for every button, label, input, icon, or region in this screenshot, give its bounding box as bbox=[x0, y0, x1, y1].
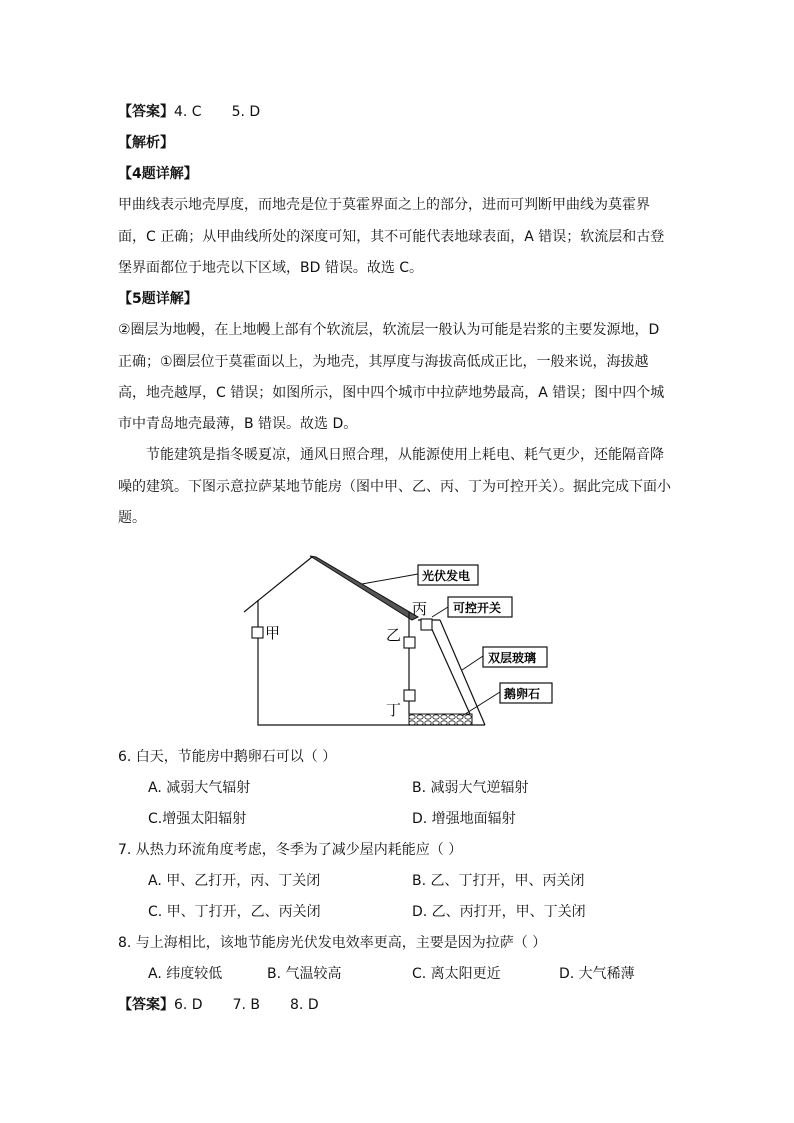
answer-line-1 bbox=[118, 102, 260, 122]
q5-line-4: 市中青岛地壳最薄，B 错误。故选 D。 bbox=[118, 416, 358, 432]
q6-stem: 6. 白天，节能房中鹅卵石可以（ ） bbox=[118, 749, 337, 765]
q4-line-2: 面，C 正确；从甲曲线所处的深度可知，其不可能代表地球表面，A 错误；软流层和古登 bbox=[118, 229, 665, 245]
q6-option-a: A. 减弱大气辐射 bbox=[148, 780, 251, 796]
q7-option-d: D. 乙、丙打开，甲、丁关闭 bbox=[412, 904, 586, 920]
intro-line-1: 节能建筑是指冬暖夏凉，通风日照合理，从能源使用上耗电、耗气更少，还能隔音降 bbox=[146, 447, 664, 463]
q8-option-c: C. 离太阳更近 bbox=[412, 966, 501, 982]
answer-tag: 【答案】 bbox=[118, 104, 174, 120]
solar-panel bbox=[310, 556, 418, 620]
q8-option-a: A. 纬度较低 bbox=[148, 966, 223, 982]
q7-option-c: C. 甲、丁打开，乙、丙关闭 bbox=[148, 904, 321, 920]
leader-glass bbox=[462, 656, 483, 670]
q4-line-3: 堡界面都位于地壳以下区域，BD 错误。故选 C。 bbox=[118, 260, 424, 276]
answer-4: 4. C bbox=[174, 104, 202, 120]
glass-outer bbox=[440, 620, 485, 725]
q8-stem: 8. 与上海相比，该地节能房光伏发电效率更高，主要是因为拉萨（ ） bbox=[118, 935, 547, 951]
leader-solar bbox=[362, 574, 418, 584]
q8-option-b: B. 气温较高 bbox=[267, 966, 342, 982]
callout-pebble: 鹅卵石 bbox=[504, 687, 541, 701]
callout-solar: 光伏发电 bbox=[422, 569, 471, 583]
label-yi: 乙 bbox=[386, 626, 402, 644]
switch-yi bbox=[404, 637, 415, 648]
q7-stem: 7. 从热力环流角度考虑，冬季为了减少屋内耗能应（ ） bbox=[118, 842, 463, 858]
glass-inner bbox=[430, 625, 470, 714]
switch-ding bbox=[404, 690, 415, 701]
q7-option-a: A. 甲、乙打开，丙、丁关闭 bbox=[148, 873, 321, 889]
callout-switch: 可控开关 bbox=[453, 601, 502, 615]
answer-tag-2: 【答案】 bbox=[118, 997, 174, 1013]
leader-switch bbox=[432, 607, 448, 617]
leader-pebble bbox=[462, 692, 500, 716]
label-jia: 甲 bbox=[265, 624, 281, 642]
q8-option-d: D. 大气稀薄 bbox=[559, 966, 635, 982]
q6-option-b: B. 减弱大气逆辐射 bbox=[412, 780, 529, 796]
q7-option-b: B. 乙、丁打开，甲、丙关闭 bbox=[412, 873, 585, 889]
q4-line-1: 甲曲线表示地壳厚度，而地壳是位于莫霍界面之上的部分，进而可判断甲曲线为莫霍界 bbox=[118, 197, 650, 213]
q5-detail-tag: 【5题详解】 bbox=[118, 291, 198, 307]
answer-6: 6. D bbox=[174, 997, 203, 1013]
intro-line-2: 噪的建筑。下图示意拉萨某地节能房（图中甲、乙、丙、丁为可控开关）。据此完成下面小 bbox=[118, 479, 671, 495]
analysis-tag: 【解析】 bbox=[118, 135, 174, 151]
q4-detail-tag: 【4题详解】 bbox=[118, 166, 198, 182]
answer-7: 7. B bbox=[232, 997, 261, 1013]
q5-line-2: 正确；①圈层位于莫霍面以上，为地壳，其厚度与海拔高低成正比，一般来说，海拔越 bbox=[118, 354, 649, 370]
q5-line-1: ②圈层为地幔，在上地幔上部有个软流层，软流层一般认为可能是岩浆的主要发源地，D bbox=[118, 322, 660, 338]
q5-line-3: 高，地壳越厚，C 错误；如图所示，图中四个城市中拉萨地势最高，A 错误；图中四个城 bbox=[118, 385, 665, 401]
energy-saving-house-diagram bbox=[230, 553, 560, 733]
answer-line-2 bbox=[118, 995, 319, 1015]
intro-line-3: 题。 bbox=[118, 510, 146, 526]
house-outline bbox=[258, 600, 485, 725]
answer-5: 5. D bbox=[231, 104, 261, 120]
label-bing: 丙 bbox=[412, 600, 428, 618]
q6-option-d: D. 增强地面辐射 bbox=[412, 811, 516, 827]
label-ding: 丁 bbox=[386, 701, 402, 719]
answer-8: 8. D bbox=[290, 997, 319, 1013]
switch-jia bbox=[252, 627, 263, 638]
callout-glass: 双层玻璃 bbox=[488, 651, 537, 665]
house-roof-left bbox=[244, 557, 312, 612]
q6-option-c: C.增强太阳辐射 bbox=[148, 811, 247, 827]
switch-bing bbox=[421, 619, 432, 630]
